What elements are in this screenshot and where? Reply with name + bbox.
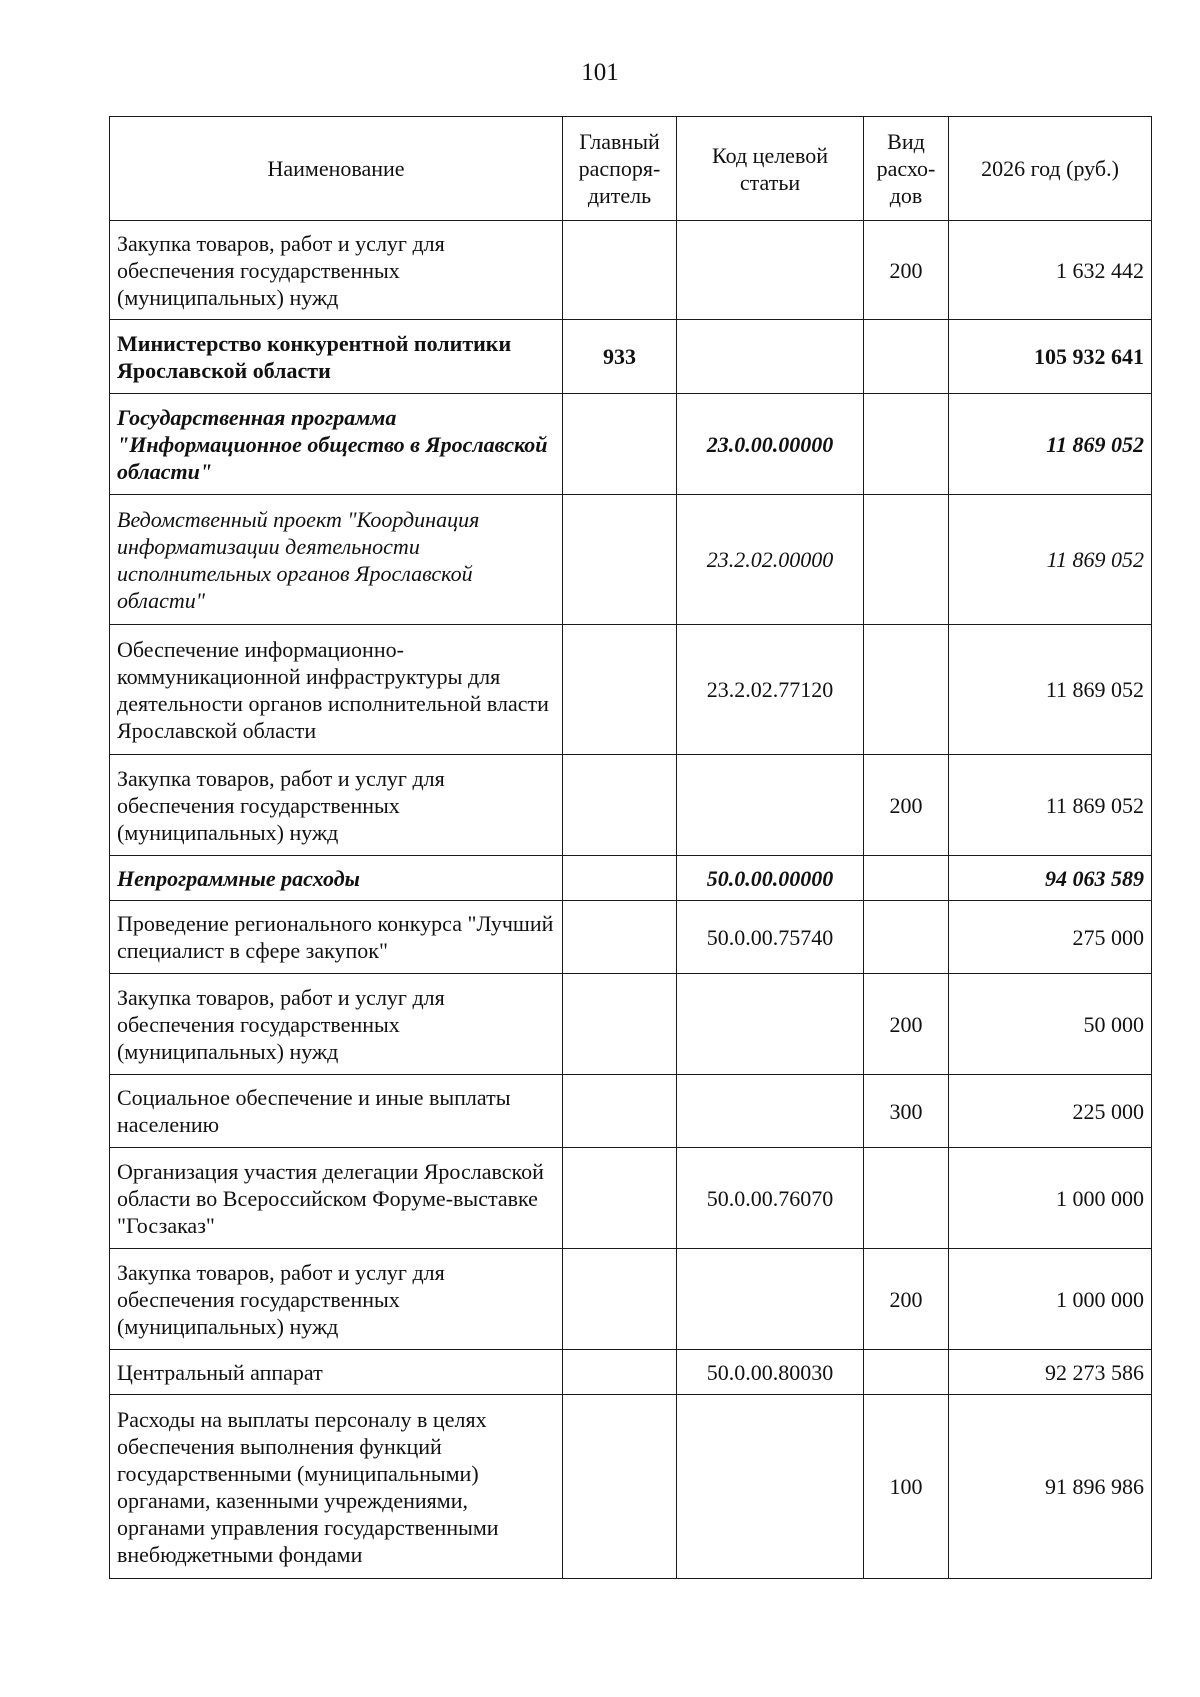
table-row: [110, 394, 1152, 495]
table-row: [110, 974, 1152, 1075]
row-vid: [864, 1350, 949, 1395]
row-code: 23.0.00.00000: [677, 394, 864, 495]
row-grbs: [563, 625, 677, 755]
row-code: 50.0.00.76070: [677, 1148, 864, 1249]
row-name: Организация участия делегации Ярославской области во Всероссийском Форуме-выставке "Госзаказ": [110, 1148, 563, 1249]
row-vid: [864, 625, 949, 755]
row-sum: 275 000: [949, 901, 1152, 974]
row-vid: [864, 901, 949, 974]
row-name: Государственная программа "Информационное общество в Ярославской области": [110, 394, 563, 495]
row-code: [677, 1075, 864, 1148]
header-grbs: Главный распоря-дитель: [563, 117, 677, 221]
row-code: 23.2.02.77120: [677, 625, 864, 755]
row-vid: 200: [864, 974, 949, 1075]
row-vid: [864, 495, 949, 625]
row-vid: 200: [864, 221, 949, 320]
row-sum: 92 273 586: [949, 1350, 1152, 1395]
row-sum: 1 000 000: [949, 1249, 1152, 1350]
table-row: [110, 1075, 1152, 1148]
row-sum: 11 869 052: [949, 625, 1152, 755]
row-vid: [864, 1148, 949, 1249]
row-grbs: [563, 1148, 677, 1249]
header-name: Наименование: [110, 117, 563, 221]
header-sum: 2026 год (руб.): [949, 117, 1152, 221]
row-vid: 200: [864, 1249, 949, 1350]
table-row: [110, 901, 1152, 974]
table-row: [110, 1395, 1152, 1579]
table-body: [110, 221, 1152, 1579]
header-vid: Вид расхо-дов: [864, 117, 949, 221]
row-grbs: [563, 901, 677, 974]
row-name: Центральный аппарат: [110, 1350, 563, 1395]
row-name: Закупка товаров, работ и услуг для обеспечения государственных (муниципальных) нужд: [110, 755, 563, 856]
header-code: Код целевой статьи: [677, 117, 864, 221]
row-name: Непрограммные расходы: [110, 856, 563, 901]
row-code: 50.0.00.75740: [677, 901, 864, 974]
table-row: [110, 320, 1152, 394]
table-header-row: [110, 117, 1152, 221]
row-grbs: [563, 755, 677, 856]
row-name: Закупка товаров, работ и услуг для обеспечения государственных (муниципальных) нужд: [110, 974, 563, 1075]
row-vid: [864, 394, 949, 495]
table-row: [110, 625, 1152, 755]
row-grbs: [563, 1249, 677, 1350]
budget-table: [109, 116, 1152, 1579]
row-code: [677, 974, 864, 1075]
row-grbs: [563, 394, 677, 495]
row-code: [677, 1395, 864, 1579]
row-vid: [864, 856, 949, 901]
table-row: [110, 856, 1152, 901]
row-code: 50.0.00.00000: [677, 856, 864, 901]
row-vid: 200: [864, 755, 949, 856]
row-name: Обеспечение информационно-коммуникационной инфраструктуры для деятельности органов исполнительной власти Ярославской области: [110, 625, 563, 755]
row-code: 23.2.02.00000: [677, 495, 864, 625]
row-code: [677, 755, 864, 856]
row-sum: 94 063 589: [949, 856, 1152, 901]
table-row: [110, 1350, 1152, 1395]
table-row: [110, 1148, 1152, 1249]
row-code: [677, 1249, 864, 1350]
row-grbs: [563, 974, 677, 1075]
row-sum: 1 000 000: [949, 1148, 1152, 1249]
row-grbs: [563, 221, 677, 320]
row-sum: 91 896 986: [949, 1395, 1152, 1579]
row-sum: 1 632 442: [949, 221, 1152, 320]
row-grbs: 933: [563, 320, 677, 394]
table-row: [110, 495, 1152, 625]
row-sum: 105 932 641: [949, 320, 1152, 394]
row-vid: 300: [864, 1075, 949, 1148]
row-vid: [864, 320, 949, 394]
table-row: [110, 221, 1152, 320]
row-name: Расходы на выплаты персоналу в целях обеспечения выполнения функций государственными (муниципальными) органами, казенными учреждениями, органами управления государственными внебюджетными фондами: [110, 1395, 563, 1579]
row-code: [677, 320, 864, 394]
row-name: Министерство конкурентной политики Ярославской области: [110, 320, 563, 394]
row-name: Проведение регионального конкурса "Лучший специалист в сфере закупок": [110, 901, 563, 974]
row-sum: 11 869 052: [949, 495, 1152, 625]
row-grbs: [563, 856, 677, 901]
row-sum: 11 869 052: [949, 394, 1152, 495]
row-grbs: [563, 1395, 677, 1579]
row-grbs: [563, 495, 677, 625]
row-grbs: [563, 1075, 677, 1148]
row-name: Ведомственный проект "Координация информатизации деятельности исполнительных органов Ярославской области": [110, 495, 563, 625]
page-number: 101: [581, 59, 619, 86]
row-vid: 100: [864, 1395, 949, 1579]
row-sum: 11 869 052: [949, 755, 1152, 856]
row-grbs: [563, 1350, 677, 1395]
row-sum: 50 000: [949, 974, 1152, 1075]
row-name: Социальное обеспечение и иные выплаты населению: [110, 1075, 563, 1148]
row-code: [677, 221, 864, 320]
row-name: Закупка товаров, работ и услуг для обеспечения государственных (муниципальных) нужд: [110, 1249, 563, 1350]
row-name: Закупка товаров, работ и услуг для обеспечения государственных (муниципальных) нужд: [110, 221, 563, 320]
table-row: [110, 1249, 1152, 1350]
row-sum: 225 000: [949, 1075, 1152, 1148]
table-row: [110, 755, 1152, 856]
row-code: 50.0.00.80030: [677, 1350, 864, 1395]
